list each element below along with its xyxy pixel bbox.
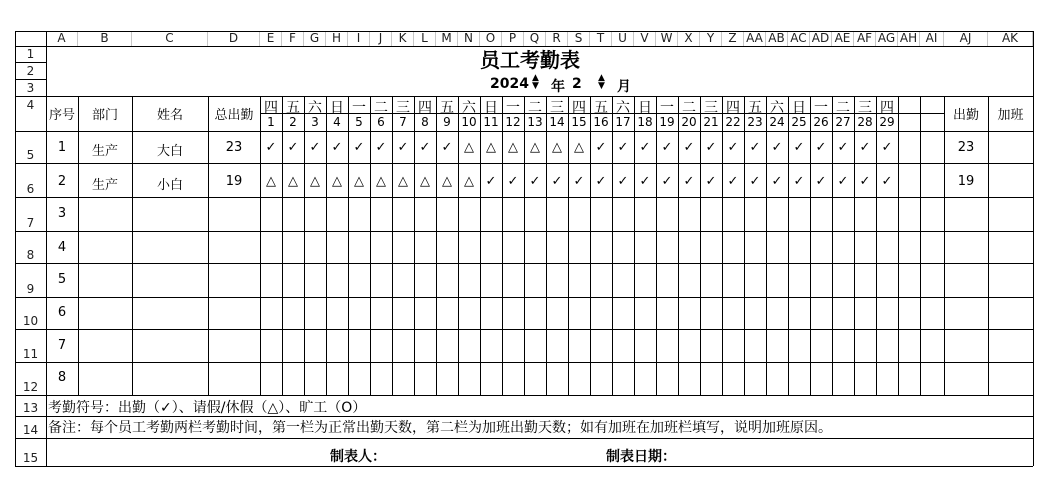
column-header-s[interactable]: S [568, 31, 590, 46]
day-number-cell[interactable]: 2 [289, 115, 297, 129]
day-number-cell[interactable]: 20 [681, 115, 697, 129]
employee-seq[interactable]: 1 [57, 140, 67, 155]
column-header-o[interactable]: O [480, 31, 502, 46]
remark-text[interactable]: 备注：每个员工考勤两栏考勤时间，第一栏为正常出勤天数，第二栏为加班出勤天数；如有加班在加班栏填写，说明加班原因。 [48, 420, 832, 436]
row-header-2[interactable]: 2 [26, 64, 35, 78]
header-overtime[interactable]: 加班 [997, 108, 1024, 123]
day-number-cell[interactable]: 22 [725, 115, 741, 129]
empty-row-seq[interactable]: 3 [57, 206, 67, 221]
weekday-cell[interactable]: 日 [330, 100, 344, 116]
grid-hline [15, 438, 1033, 439]
weekday-cell[interactable]: 四 [880, 100, 894, 116]
employee-dept[interactable]: 生产 [91, 144, 118, 159]
day-number-cell[interactable]: 9 [443, 115, 451, 129]
column-header-q[interactable]: Q [524, 31, 546, 46]
day-number-cell[interactable]: 17 [615, 115, 631, 129]
weekday-cell[interactable]: 三 [704, 100, 718, 116]
day-number-cell[interactable]: 6 [377, 115, 385, 129]
day-number-cell[interactable]: 24 [769, 115, 785, 129]
column-header-ak[interactable]: AK [988, 31, 1033, 46]
column-header-n[interactable]: N [458, 31, 480, 46]
weekday-cell[interactable]: 二 [528, 100, 542, 116]
weekday-cell[interactable]: 五 [286, 100, 300, 116]
attendance-mark[interactable]: ✓ [859, 140, 871, 155]
attendance-mark[interactable]: △ [530, 140, 540, 155]
grid-vline [920, 96, 921, 395]
day-number-cell[interactable]: 14 [549, 115, 565, 129]
attendance-mark[interactable]: ✓ [441, 140, 453, 155]
attendance-mark[interactable]: ✓ [639, 174, 651, 189]
attendance-mark[interactable]: ✓ [595, 140, 607, 155]
maker-label[interactable]: 制表人： [330, 449, 386, 465]
employee-name[interactable]: 大白 [156, 144, 183, 159]
column-header-ac[interactable]: AC [788, 31, 810, 46]
row-header-3[interactable]: 3 [26, 81, 35, 95]
year-spinner-icon[interactable]: ▲ ▼ [532, 73, 539, 91]
empty-row-seq[interactable]: 5 [57, 272, 67, 287]
attendance-mark[interactable]: △ [464, 174, 474, 189]
column-header-m[interactable]: M [436, 31, 458, 46]
column-header-f[interactable]: F [282, 31, 304, 46]
column-header-ah[interactable]: AH [898, 31, 920, 46]
attendance-mark[interactable]: ✓ [331, 140, 343, 155]
legend-text[interactable]: 考勤符号：出勤（✓）、请假/休假（△）、旷工（O） [48, 400, 367, 416]
attendance-mark[interactable]: ✓ [837, 140, 849, 155]
weekday-cell[interactable]: 日 [638, 100, 652, 116]
month-value[interactable]: 2 [572, 76, 582, 92]
column-header-k[interactable]: K [392, 31, 414, 46]
day-number-cell[interactable]: 8 [421, 115, 429, 129]
column-header-w[interactable]: W [656, 31, 678, 46]
employee-total[interactable]: 23 [225, 140, 243, 155]
attendance-mark[interactable]: ✓ [375, 140, 387, 155]
attendance-mark[interactable]: ✓ [661, 140, 673, 155]
attendance-mark[interactable]: ✓ [727, 174, 739, 189]
attendance-mark[interactable]: ✓ [705, 174, 717, 189]
attendance-mark[interactable]: ✓ [815, 174, 827, 189]
day-number-cell[interactable]: 28 [857, 115, 873, 129]
employee-dept[interactable]: 生产 [91, 178, 118, 193]
attendance-mark[interactable]: ✓ [595, 174, 607, 189]
empty-row-seq[interactable]: 6 [57, 305, 67, 320]
header-seq[interactable]: 序号 [48, 108, 75, 123]
day-number-cell[interactable]: 1 [267, 115, 275, 129]
column-header-e[interactable]: E [260, 31, 282, 46]
grid-hline [15, 31, 1033, 32]
grid-vline [988, 96, 989, 395]
row-header-15[interactable]: 15 [22, 451, 39, 465]
column-header-b[interactable]: B [78, 31, 132, 46]
weekday-cell[interactable]: 六 [770, 100, 784, 116]
attendance-mark[interactable]: △ [332, 174, 342, 189]
attendance-mark[interactable]: △ [464, 140, 474, 155]
weekday-cell[interactable]: 四 [418, 100, 432, 116]
attendance-mark[interactable]: ✓ [881, 174, 893, 189]
day-number-cell[interactable]: 25 [791, 115, 807, 129]
day-number-cell[interactable]: 27 [835, 115, 851, 129]
attendance-mark[interactable]: ✓ [529, 174, 541, 189]
column-header-t[interactable]: T [590, 31, 612, 46]
attendance-mark[interactable]: △ [552, 140, 562, 155]
day-number-cell[interactable]: 18 [637, 115, 653, 129]
column-header-a[interactable]: A [46, 31, 78, 46]
grid-hline [15, 395, 1033, 396]
column-header-ab[interactable]: AB [766, 31, 788, 46]
weekday-cell[interactable]: 三 [550, 100, 564, 116]
attendance-mark[interactable]: ✓ [551, 174, 563, 189]
year-value[interactable]: 2024 [490, 76, 529, 92]
attendance-mark[interactable]: △ [574, 140, 584, 155]
column-header-l[interactable]: L [414, 31, 436, 46]
attendance-mark[interactable]: ✓ [881, 140, 893, 155]
column-header-z[interactable]: Z [722, 31, 744, 46]
row-header-9[interactable]: 9 [26, 282, 35, 296]
attendance-mark[interactable]: ✓ [683, 140, 695, 155]
attendance-mark[interactable]: △ [266, 174, 276, 189]
attendance-mark[interactable]: ✓ [397, 140, 409, 155]
empty-row-seq[interactable]: 7 [57, 338, 67, 353]
make-date-label[interactable]: 制表日期： [606, 449, 676, 465]
grid-vline [1033, 31, 1034, 466]
column-header-c[interactable]: C [132, 31, 208, 46]
day-number-cell[interactable]: 5 [355, 115, 363, 129]
header-dept[interactable]: 部门 [91, 108, 118, 123]
grid-hline [15, 466, 1033, 467]
column-header-x[interactable]: X [678, 31, 700, 46]
weekday-cell[interactable]: 日 [484, 100, 498, 116]
grid-vline [898, 96, 899, 395]
column-header-aa[interactable]: AA [744, 31, 766, 46]
weekday-cell[interactable]: 六 [308, 100, 322, 116]
column-header-ai[interactable]: AI [920, 31, 944, 46]
day-number-cell[interactable]: 10 [461, 115, 477, 129]
weekday-cell[interactable]: 三 [858, 100, 872, 116]
attendance-mark[interactable]: ✓ [661, 174, 673, 189]
attendance-mark[interactable]: △ [288, 174, 298, 189]
attendance-mark[interactable]: ✓ [793, 140, 805, 155]
weekday-cell[interactable]: 一 [352, 100, 366, 116]
year-label: 年 [551, 79, 565, 95]
day-number-cell[interactable]: 4 [333, 115, 341, 129]
attendance-mark[interactable]: ✓ [749, 140, 761, 155]
row-header-13[interactable]: 13 [22, 401, 39, 415]
weekday-cell[interactable]: 四 [572, 100, 586, 116]
weekday-cell[interactable]: 一 [814, 100, 828, 116]
month-spinner-icon[interactable]: ▲ ▼ [598, 73, 605, 91]
grid-hline [15, 62, 46, 63]
grid-hline [15, 79, 46, 80]
row-header-7[interactable]: 7 [26, 216, 35, 230]
attendance-mark[interactable]: △ [376, 174, 386, 189]
attendance-mark[interactable]: ✓ [749, 174, 761, 189]
attendance-mark[interactable]: △ [420, 174, 430, 189]
month-label: 月 [617, 79, 631, 95]
day-number-cell[interactable]: 13 [527, 115, 543, 129]
header-total[interactable]: 总出勤 [214, 108, 254, 123]
weekday-cell[interactable]: 四 [726, 100, 740, 116]
employee-name[interactable]: 小白 [156, 178, 183, 193]
attendance-mark[interactable]: ✓ [485, 174, 497, 189]
day-number-cell[interactable]: 19 [659, 115, 675, 129]
weekday-cell[interactable]: 一 [506, 100, 520, 116]
header-attend[interactable]: 出勤 [952, 108, 979, 123]
attendance-mark[interactable]: ✓ [507, 174, 519, 189]
sheet-title: 员工考勤表 [480, 48, 580, 72]
column-header-r[interactable]: R [546, 31, 568, 46]
row-header-6[interactable]: 6 [26, 182, 35, 196]
row-header-5[interactable]: 5 [26, 148, 35, 162]
attendance-mark[interactable]: △ [486, 140, 496, 155]
column-header-aj[interactable]: AJ [944, 31, 988, 46]
column-header-y[interactable]: Y [700, 31, 722, 46]
attendance-mark[interactable]: △ [354, 174, 364, 189]
column-header-af[interactable]: AF [854, 31, 876, 46]
day-number-cell[interactable]: 23 [747, 115, 763, 129]
attendance-mark[interactable]: ✓ [837, 174, 849, 189]
attendance-mark[interactable]: ✓ [617, 140, 629, 155]
attendance-mark[interactable]: △ [442, 174, 452, 189]
employee-seq[interactable]: 2 [57, 174, 67, 189]
row-header-12[interactable]: 12 [22, 380, 39, 394]
row-header-10[interactable]: 10 [22, 314, 39, 328]
attendance-mark[interactable]: ✓ [859, 174, 871, 189]
day-number-cell[interactable]: 26 [813, 115, 829, 129]
column-header-p[interactable]: P [502, 31, 524, 46]
attendance-mark[interactable]: ✓ [771, 140, 783, 155]
day-number-cell[interactable]: 3 [311, 115, 319, 129]
weekday-cell[interactable]: 五 [440, 100, 454, 116]
weekday-cell[interactable]: 三 [396, 100, 410, 116]
weekday-cell[interactable]: 一 [660, 100, 674, 116]
row-header-1[interactable]: 1 [26, 47, 35, 61]
attendance-mark[interactable]: ✓ [639, 140, 651, 155]
attendance-mark[interactable]: △ [508, 140, 518, 155]
attendance-mark[interactable]: ✓ [287, 140, 299, 155]
day-number-cell[interactable]: 29 [879, 115, 895, 129]
attendance-mark[interactable]: ✓ [353, 140, 365, 155]
employee-attend[interactable]: 19 [957, 174, 975, 189]
row-header-14[interactable]: 14 [22, 423, 39, 437]
column-header-ad[interactable]: AD [810, 31, 832, 46]
attendance-mark[interactable]: ✓ [705, 140, 717, 155]
row-header-11[interactable]: 11 [22, 347, 39, 361]
weekday-cell[interactable]: 二 [682, 100, 696, 116]
empty-row-seq[interactable]: 4 [57, 240, 67, 255]
attendance-mark[interactable]: ✓ [617, 174, 629, 189]
employee-attend[interactable]: 23 [957, 140, 975, 155]
weekday-cell[interactable]: 二 [836, 100, 850, 116]
attendance-mark[interactable]: ✓ [771, 174, 783, 189]
weekday-cell[interactable]: 五 [594, 100, 608, 116]
attendance-mark[interactable]: ✓ [265, 140, 277, 155]
column-header-j[interactable]: J [370, 31, 392, 46]
column-header-d[interactable]: D [208, 31, 260, 46]
employee-total[interactable]: 19 [225, 174, 243, 189]
empty-row-seq[interactable]: 8 [57, 370, 67, 385]
day-number-cell[interactable]: 16 [593, 115, 609, 129]
column-header-u[interactable]: U [612, 31, 634, 46]
attendance-mark[interactable]: △ [310, 174, 320, 189]
weekday-cell[interactable]: 四 [264, 100, 278, 116]
attendance-mark[interactable]: ✓ [727, 140, 739, 155]
day-number-cell[interactable]: 15 [571, 115, 587, 129]
column-header-i[interactable]: I [348, 31, 370, 46]
attendance-mark[interactable]: ✓ [419, 140, 431, 155]
weekday-cell[interactable]: 六 [462, 100, 476, 116]
weekday-cell[interactable]: 日 [792, 100, 806, 116]
column-header-h[interactable]: H [326, 31, 348, 46]
day-number-cell[interactable]: 21 [703, 115, 719, 129]
attendance-mark[interactable]: ✓ [573, 174, 585, 189]
column-header-g[interactable]: G [304, 31, 326, 46]
attendance-mark[interactable]: ✓ [815, 140, 827, 155]
attendance-mark[interactable]: ✓ [309, 140, 321, 155]
weekday-cell[interactable]: 二 [374, 100, 388, 116]
row-header-8[interactable]: 8 [26, 248, 35, 262]
attendance-mark[interactable]: △ [398, 174, 408, 189]
attendance-mark[interactable]: ✓ [793, 174, 805, 189]
day-number-cell[interactable]: 12 [505, 115, 521, 129]
day-number-cell[interactable]: 7 [399, 115, 407, 129]
weekday-cell[interactable]: 六 [616, 100, 630, 116]
column-header-ag[interactable]: AG [876, 31, 898, 46]
column-header-v[interactable]: V [634, 31, 656, 46]
weekday-cell[interactable]: 五 [748, 100, 762, 116]
header-name[interactable]: 姓名 [156, 108, 183, 123]
column-header-ae[interactable]: AE [832, 31, 854, 46]
row-header-4[interactable]: 4 [26, 98, 35, 112]
day-number-cell[interactable]: 11 [483, 115, 499, 129]
attendance-mark[interactable]: ✓ [683, 174, 695, 189]
